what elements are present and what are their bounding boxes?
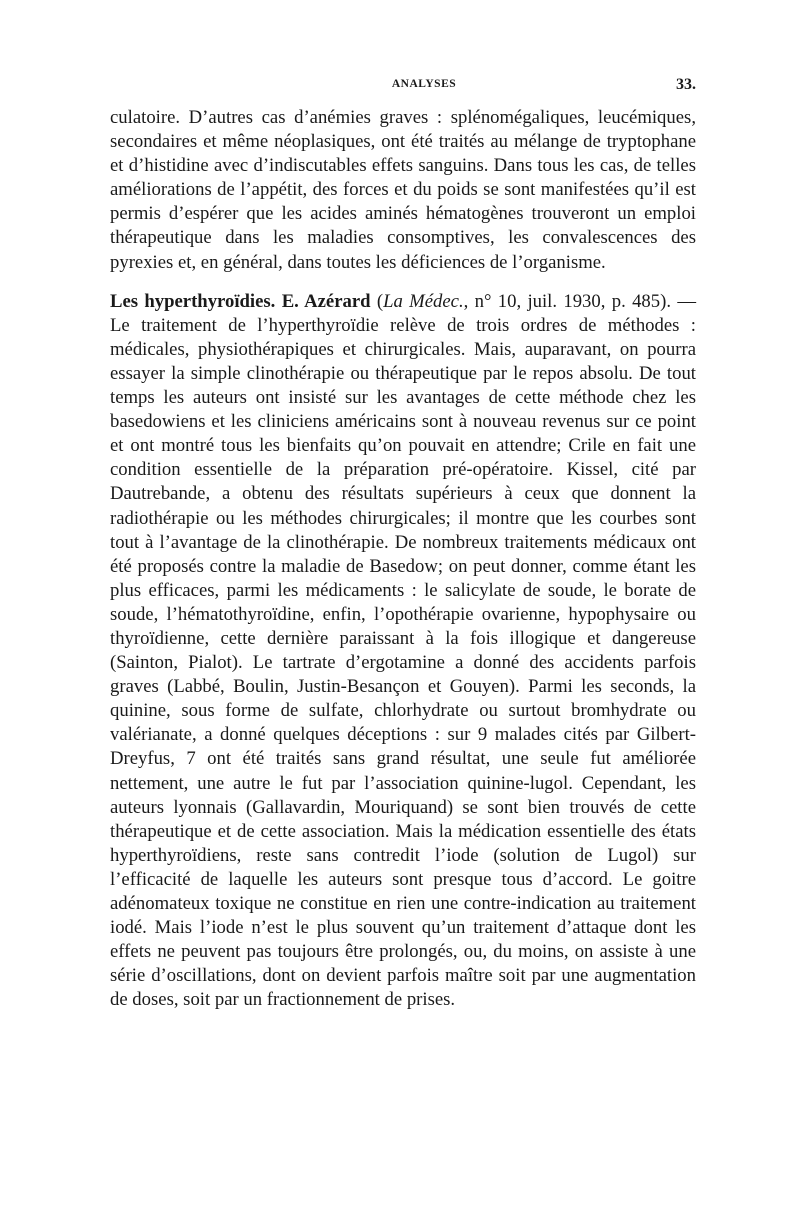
article-title: Les hyperthyroïdies.: [110, 290, 276, 312]
running-head: ANALYSES: [391, 78, 457, 90]
document-page: [110, 74, 696, 1012]
article-body: [110, 106, 696, 1012]
paragraph-continuation: culatoire. D’autres cas d’anémies graves : splénomégaliques, leucémiques, secondaires et même néoplasiques, ont été traités au mélange de tryptophane et d’histidine avec d’indiscutables effets sanguins. Dans tous les cas, de telles améliorations de l’appétit, des forces et du poids se sont manifestées qu’il est permis d’espérer que les acides aminés hématogènes trouveront un emploi thérapeutique dans les maladies consomptives, les convalescences des pyrexies et, en général, dans toutes les déficiences de l’organisme.: [110, 107, 696, 273]
journal-name: La Médec.: [383, 290, 464, 312]
article-author: E. Azérard: [281, 290, 371, 312]
article-text: — Le traitement de l’hyperthyroïdie relève de trois ordres de méthodes : médicales, physiothérapiques et chirurgicales. Mais, auparavant, on pourra essayer la simple clinothérapie ou thérapeutique par le repos absolu. De tout temps les auteurs ont insisté sur les avantages de cette méthode chez les basedowiens et les cliniciens américains sont à nouveau revenus sur ce point et ont montré tous les bienfaits qu’on pouvait en attendre; Crile en fait une condition essentielle de la préparation pré-opératoire. Kissel, cité par Dautrebande, a obtenu des résultats supérieurs à ceux que donnent la radiothérapie ou les méthodes chirurgicales; il montre que les courbes sont tout à l’avantage de la clinothérapie. De nombreux traitements médicaux ont été proposés contre la maladie de Basedow; on peut donner, comme étant les plus efficaces, parmi les médicaments : le salicylate de soude, le borate de soude, l’hématothyroïdine, enfin, l’opothérapie ovarienne, hypophysaire ou thyroïdienne, cette dernière paraissant à la fois illogique et dangereuse (Sainton, Pialot). Le tartrate d’ergotamine a donné des accidents parfois graves (Labbé, Boulin, Justin-Besançon et Gouyen). Parmi les seconds, la quinine, sous forme de sulfate, chlorhydrate ou surtout bromhydrate ou valérianate, a donné quelques déceptions : sur 9 malades cités par Gilbert-Dreyfus, 7 ont été traités sans grand résultat, une seule fut améliorée nettement, une autre le fut par l’association quinine-lugol. Cependant, les auteurs lyonnais (Gallavardin, Mouriquand) se sont bien trouvés de cette thérapeutique et de cette association. Mais la médication essentielle des états hyperthyroïdiens, reste sans contredit l’iode (solution de Lugol) sur l’efficacité de laquelle les auteurs sont presque tous d’accord. Le goitre adénomateux toxique ne constitue en rien une contre-indication au traitement iodé. Mais l’iode n’est le plus souvent qu’un traitement d’attaque dont les effets ne peuvent pas toujours être prolongés, ou, du moins, on assiste à une série d’oscillations, dont on devient parfois maître soit par une augmentation de doses, soit par un fractionnement de prises.: [110, 290, 697, 1011]
journal-reference: , n° 10, juil. 1930, p. 485).: [463, 290, 671, 312]
page-number: 33.: [676, 76, 696, 93]
page-header: [110, 74, 696, 106]
paragraph-hyperthyroidies: Les hyperthyroïdies. E. Azérard (La Médec., n° 10, juil. 1930, p. 485). — Le traitement de l’hyperthyroïdie relève de trois ordres de méthodes : médicales, physiothérapiques et chirurgicales. Mais, auparavant, on pourra essayer la simple clinothérapie ou thérapeutique par le repos absolu. De tout temps les auteurs ont insisté sur les avantages de cette méthode chez les basedowiens et les cliniciens américains sont à nouveau revenus sur ce point et ont montré tous les bienfaits qu’on pouvait en attendre; Crile en fait une condition essentielle de la préparation pré-opératoire. Kissel, cité par Dautrebande, a obtenu des résultats supérieurs à ceux que donnent la radiothérapie ou les méthodes chirurgicales; il montre que les courbes sont tout à l’avantage de la clinothérapie. De nombreux traitements médicaux ont été proposés contre la maladie de Basedow; on peut donner, comme étant les plus efficaces, parmi les médicaments : le salicylate de soude, le borate de soude, l’hématothyroïdine, enfin, l’opothérapie ovarienne, hypophysaire ou thyroïdienne, cette dernière paraissant à la fois illogique et dangereuse (Sainton, Pialot). Le tartrate d’ergotamine a donné des accidents parfois graves (Labbé, Boulin, Justin-Besançon et Gouyen). Parmi les seconds, la quinine, sous forme de sulfate, chlorhydrate ou surtout bromhydrate ou valérianate, a donné quelques déceptions : sur 9 malades cités par Gilbert-Dreyfus, 7 ont été traités sans grand résultat, une seule fut améliorée nettement, une autre le fut par l’association quinine-lugol. Cependant, les auteurs lyonnais (Gallavardin, Mouriquand) se sont bien trouvés de cette thérapeutique et de cette association. Mais la médication essentielle des états hyperthyroïdiens, reste sans contredit l’iode (solution de Lugol) sur l’efficacité de laquelle les auteurs sont presque tous d’accord. Le goitre adénomateux toxique ne constitue en rien une contre-indication au traitement iodé. Mais l’iode n’est le plus souvent qu’un traitement d’attaque dont les effets ne peuvent pas toujours être prolongés, ou, du moins, on assiste à une série d’oscillations, dont on devient parfois maître soit par une augmentation de doses, soit par un fractionnement de prises.: [110, 290, 697, 1011]
